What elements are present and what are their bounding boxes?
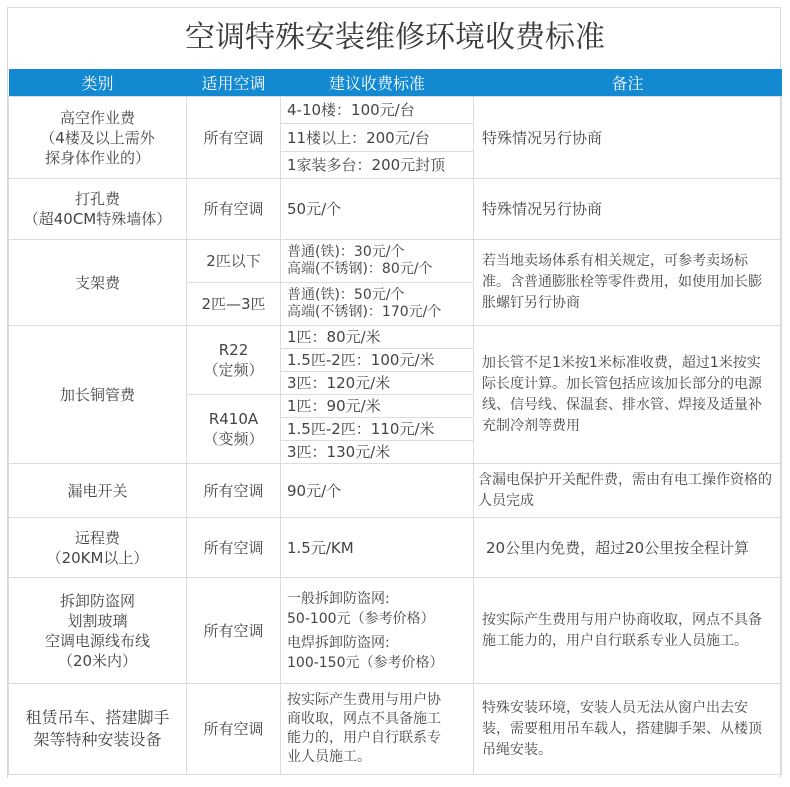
header-category: 类别 <box>9 69 187 97</box>
category-cell: 加长铜管费 <box>9 326 187 464</box>
category-cell <box>9 97 187 179</box>
fee-line: 商收取，网点不具备施工 <box>287 711 441 727</box>
table-row <box>9 578 782 684</box>
category-line: 拆卸防盗网 <box>59 591 135 610</box>
refrigerant-label: R22 <box>218 341 249 359</box>
fee-cell: 1.5元/KM <box>281 518 474 578</box>
refrigerant-type: （定频） <box>203 361 264 379</box>
category-cell <box>9 518 187 578</box>
fee-line: 普通(铁)：30元/个 <box>287 244 405 260</box>
category-cell: 漏电开关 <box>9 464 187 518</box>
category-line: 探身体作业的） <box>44 148 150 167</box>
header-applicable: 适用空调 <box>187 69 281 97</box>
fee-cell <box>281 578 474 684</box>
fee-line: 业人员施工。 <box>287 749 371 765</box>
applicable-cell: 所有空调 <box>187 97 281 179</box>
fee-cell <box>281 240 474 283</box>
fee-cell: 90元/个 <box>281 464 474 518</box>
fee-cell: 11楼以上：200元/台 <box>281 124 474 152</box>
fee-cell: 1家装多台：200元封顶 <box>281 152 474 179</box>
fee-cell: 1.5匹-2匹：110元/米 <box>281 418 474 441</box>
fee-cell <box>281 283 474 326</box>
fee-line: 按实际产生费用与用户协 <box>287 692 441 708</box>
table-header-row <box>9 69 782 97</box>
applicable-cell: 所有空调 <box>187 684 281 775</box>
table-row <box>9 97 782 124</box>
fee-cell: 1匹：90元/米 <box>281 395 474 418</box>
fee-cell <box>281 684 474 775</box>
fee-cell: 50元/个 <box>281 179 474 240</box>
fee-table <box>8 69 782 775</box>
applicable-cell: 所有空调 <box>187 179 281 240</box>
note-cell: 若当地卖场体系有相关规定，可参考卖场标准。含普通膨胀栓等零件费用，如使用加长膨胀螺钉另行协商 <box>474 240 782 326</box>
category-line: 租赁吊车、搭建脚手 <box>25 708 170 727</box>
table-row <box>9 684 782 775</box>
fee-cell: 1.5匹-2匹：100元/米 <box>281 349 474 372</box>
table-row <box>9 179 782 240</box>
refrigerant-label: R410A <box>208 410 259 428</box>
note-cell: 加长管不足1米按1米标准收费，超过1米按实际长度计算。加长管包括应该加长部分的电源线、信号线、保温套、排水管、焊接及适量补充制冷剂等费用 <box>474 326 782 464</box>
fee-cell: 3匹：120元/米 <box>281 372 474 395</box>
table-row <box>9 326 782 349</box>
table-row <box>9 464 782 518</box>
fee-line: 高端(不锈钢)：80元/个 <box>287 261 433 277</box>
category-line: 空调电源线布线 <box>44 631 150 650</box>
fee-cell: 1匹：80元/米 <box>281 326 474 349</box>
category-line: （超40CM特殊墙体） <box>23 210 172 228</box>
note-cell: 特殊情况另行协商 <box>474 179 782 240</box>
category-line: 划割玻璃 <box>67 611 128 630</box>
fee-cell: 4-10楼：100元/台 <box>281 97 474 124</box>
note-cell: 特殊情况另行协商 <box>474 97 782 179</box>
category-line: （20KM以上） <box>46 548 149 567</box>
applicable-cell: 所有空调 <box>187 464 281 518</box>
table-row <box>9 518 782 578</box>
fee-line: 普通(铁)：50元/个 <box>287 287 405 303</box>
note-cell: 20公里内免费，超过20公里按全程计算 <box>474 518 782 578</box>
header-note: 备注 <box>474 69 782 97</box>
note-cell: 按实际产生费用与用户协商收取，网点不具备施工能力的，用户自行联系专业人员施工。 <box>474 578 782 684</box>
fee-line: 能力的，用户自行联系专 <box>287 730 441 746</box>
fee-line: 50-100元（参考价格） <box>287 610 435 627</box>
category-line: （4楼及以上需外 <box>40 128 155 147</box>
applicable-cell: 2匹以下 <box>187 240 281 283</box>
applicable-cell <box>187 326 281 395</box>
category-cell <box>9 578 187 684</box>
fee-line: 一般拆卸防盗网: <box>287 590 390 607</box>
note-cell: 特殊安装环境，安装人员无法从窗户出去安装，需要租用吊车载人，搭建脚手架、从楼顶吊绳安装。 <box>474 684 782 775</box>
applicable-cell: 所有空调 <box>187 518 281 578</box>
category-line: 架等特种安装设备 <box>33 730 162 749</box>
category-cell <box>9 684 187 775</box>
category-line: （20米内） <box>57 651 138 670</box>
fee-cell: 3匹：130元/米 <box>281 441 474 464</box>
applicable-cell: 所有空调 <box>187 578 281 684</box>
applicable-cell: 2匹—3匹 <box>187 283 281 326</box>
header-fee-standard: 建议收费标准 <box>281 69 474 97</box>
applicable-cell <box>187 395 281 464</box>
page-title: 空调特殊安装维修环境收费标准 <box>185 20 605 55</box>
fee-line: 高端(不锈钢)：170元/个 <box>287 304 442 320</box>
note-cell: 含漏电保护开关配件费，需由有电工操作资格的人员完成 <box>474 464 782 518</box>
category-line: 高空作业费 <box>59 108 135 127</box>
refrigerant-type: （变频） <box>203 430 264 448</box>
fee-line: 电焊拆卸防盗网: <box>287 634 390 651</box>
table-row <box>9 240 782 283</box>
category-cell <box>9 179 187 240</box>
category-line: 打孔费 <box>74 190 120 208</box>
category-line: 远程费 <box>74 528 120 547</box>
fee-line: 100-150元（参考价格） <box>287 654 444 671</box>
category-cell: 支架费 <box>9 240 187 326</box>
